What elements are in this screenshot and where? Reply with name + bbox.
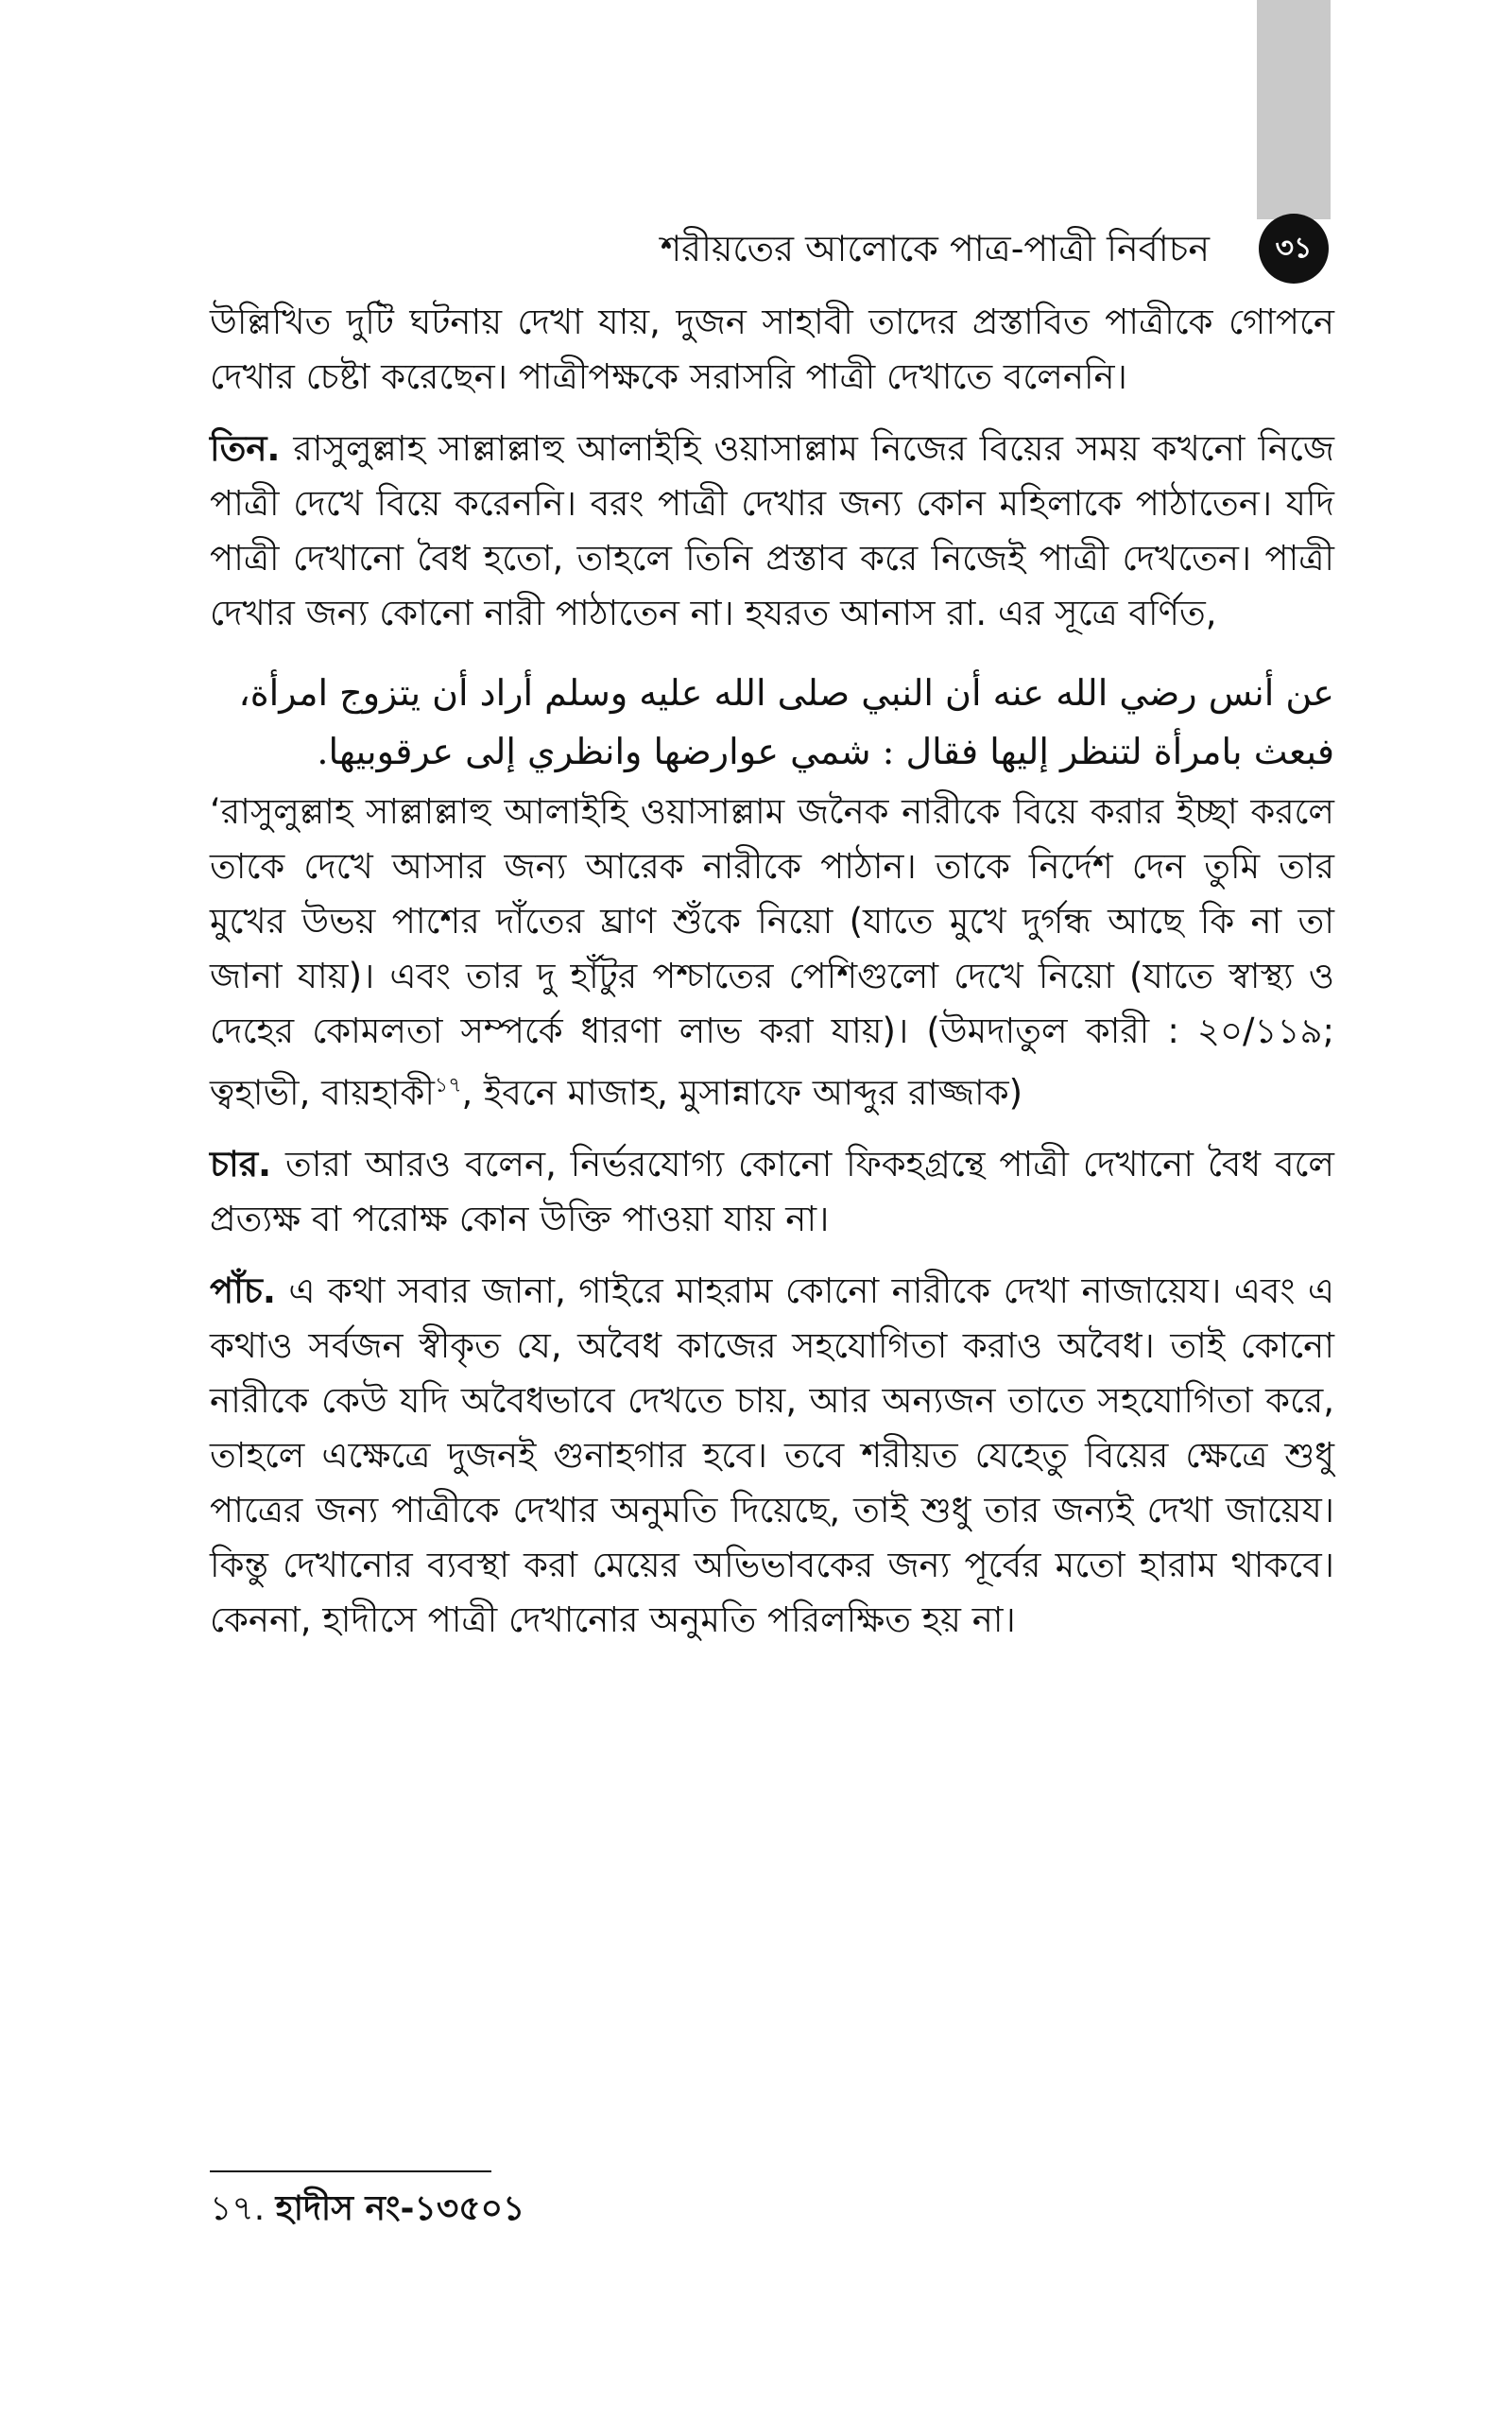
paragraph-5-lead: পাঁচ.	[210, 1270, 276, 1312]
footnote-text: হাদীস নং-১৩৫০১	[275, 2189, 525, 2228]
paragraph-5-text: এ কথা সবার জানা, গাইরে মাহরাম কোনো নারীকে দেখা নাজায়েয। এবং এ কথাও সর্বজন স্বীকৃত যে, অবৈধ কাজের সহযোগিতা করাও অবৈধ। তাই কোনো নারীকে কেউ যদি অবৈধভাবে দেখতে চায়, আর অন্যজন তাতে সহযোগিতা করে, তাহলে এক্ষেত্রে দুজনই গুনাহগার হবে। তবে শরীয়ত যেহেতু বিয়ের ক্ষেত্রে শুধু পাত্রের জন্য পাত্রীকে দেখার অনুমতি দিয়েছে, তাই শুধু তার জন্যই দেখা জায়েয। কিন্তু দেখানোর ব্যবস্থা করা মেয়ের অভিভাবকের জন্য পূর্বের মতো হারাম থাকবে। কেননা, হাদীসে পাত্রী দেখানোর অনুমতি পরিলক্ষিত হয় না।	[210, 1270, 1334, 1641]
arabic-hadith: عن أنس رضي الله عنه أن النبي صلى الله عليه وسلم أراد أن يتزوج امرأة، فبعث بامرأة لتنظر إليها فقال : شمي عوارضها وانظري إلى عرقوبيها.	[238, 672, 1334, 772]
paragraph-2-lead: তিন.	[210, 428, 281, 469]
footnote-divider	[210, 2170, 491, 2172]
paragraph-4	[210, 1137, 1334, 1247]
paragraph-2	[210, 422, 1334, 641]
paragraph-3-text: ‘রাসুলুল্লাহ সাল্লাল্লাহু আলাইহি ওয়াসাল্লাম জনৈক নারীকে বিয়ে করার ইচ্ছা করলে তাকে দেখে আসার জন্য আরেক নারীকে পাঠান। তাকে নির্দেশ দেন তুমি তার মুখের উভয় পাশের দাঁতের ঘ্রাণ শুঁকে নিয়ো (যাতে মুখে দুর্গন্ধ আছে কি না তা জানা যায়)। এবং তার দু হাঁটুর পশ্চাতের পেশিগুলো দেখে নিয়ো (যাতে স্বাস্থ্য ও দেহের কোমলতা সম্পর্কে ধারণা লাভ করা যায়)। (উমদাতুল কারী : ২০/১১৯; ত্বহাভী, বায়হাকী	[210, 791, 1334, 1114]
footnote-ref: ১৭	[434, 1074, 462, 1098]
footnote-number: ১৭.	[210, 2189, 266, 2228]
paragraph-2-text: রাসুলুল্লাহ সাল্লাল্লাহু আলাইহি ওয়াসাল্লাম নিজের বিয়ের সময় কখনো নিজে পাত্রী দেখে বিয়ে করেননি। বরং পাত্রী দেখার জন্য কোন মহিলাকে পাঠাতেন। যদি পাত্রী দেখানো বৈধ হতো, তাহলে তিনি প্রস্তাব করে নিজেই পাত্রী দেখতেন। পাত্রী দেখার জন্য কোনো নারী পাঠাতেন না। হযরত আনাস রা. এর সূত্রে বর্ণিত,	[210, 428, 1334, 633]
paragraph-4-text: তারা আরও বলেন, নির্ভরযোগ্য কোনো ফিকহগ্রন্থে পাত্রী দেখানো বৈধ বলে প্রত্যক্ষ বা পরোক্ষ কোন উক্তি পাওয়া যায় না।	[210, 1144, 1334, 1240]
running-header-title: শরীয়তের আলোকে পাত্র-পাত্রী নির্বাচন	[660, 228, 1210, 269]
paragraph-3-end: , ইবনে মাজাহ, মুসান্নাফে আব্দুর রাজ্জাক)	[461, 1072, 1023, 1114]
paragraph-1: উল্লিখিত দুটি ঘটনায় দেখা যায়, দুজন সাহাবী তাদের প্রস্তাবিত পাত্রীকে গোপনে দেখার চেষ্টা করেছেন। পাত্রীপক্ষকে সরাসরি পাত্রী দেখাতে বলেননি।	[210, 302, 1334, 397]
chapter-tab-marker	[1257, 0, 1331, 219]
main-text	[210, 295, 1334, 1648]
footnote	[210, 2186, 1155, 2233]
paragraph-5	[210, 1264, 1334, 1648]
paragraph-4-lead: চার.	[210, 1144, 272, 1185]
paragraph-3	[210, 785, 1334, 1120]
page-number-badge: ৩১	[1259, 214, 1329, 284]
